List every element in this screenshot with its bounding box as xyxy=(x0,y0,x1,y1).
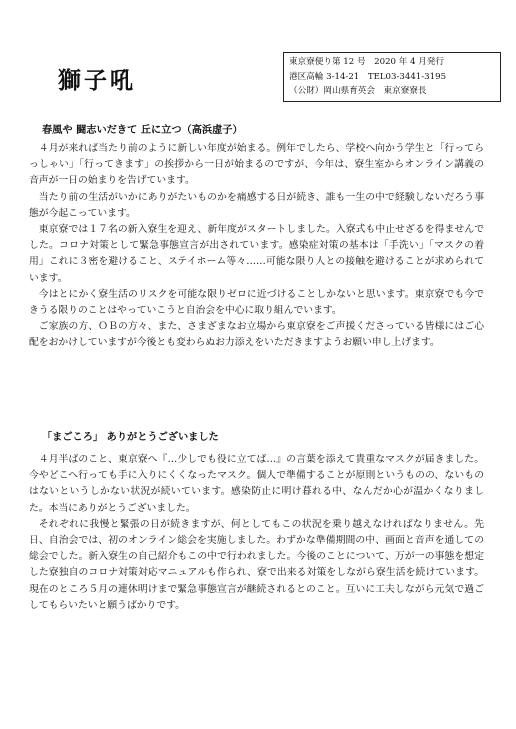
article2-heading: 「まごころ」 ありがとうございました xyxy=(42,432,219,443)
article2-body xyxy=(29,452,484,614)
issue-number-line: 東京寮便り第 12 号 2020 年 4 月発行 xyxy=(289,57,445,67)
article1-paragraph: ４月が来れば当たり前のように新しい年度が始まる。例年でしたら、学校へ向かう学生と「行ってらっしゃい」「行ってきます」の挨拶から一日が始まるのですが、今年は、寮生室からオンライン講義の音声が一日の始まりを告げています。 xyxy=(29,143,484,187)
article2-paragraph: ４月半ばのこと、東京寮へ『…少しでも役に立てば…』の言葉を添えて貴重なマスクが届きました。今やどこへ行っても手に入りにくくなったマスク。個人で準備することが原則というものの、ないものはないというしかない状況が続いています。感染防止に明け暮れる中、なんだか心が温かくなりました。本当にありがとうございました。 xyxy=(29,454,484,514)
newsletter-title: 獅子吼 xyxy=(58,67,136,94)
article1-paragraph: 今はとにかく寮生活のリスクを可能な限りゼロに近づけることしかないと思います。東京寮でも今できうる限りのことはやっていこうと自治会を中心に取り組んでいます。 xyxy=(29,288,484,317)
article1-body xyxy=(29,141,484,352)
issue-info-box xyxy=(283,52,501,102)
article1-paragraph: ご家族の方、ＯＢの方々、また、さまざまなお立場から東京寮をご声援くださっている皆様にはご心配をおかけしていますが今後とも変わらぬお力添えをいただきますようお願い申し上げます。 xyxy=(29,321,484,349)
publisher-line: （公財）岡山県育英会 東京寮寮長 xyxy=(289,86,427,96)
article1-heading: 春風や 闘志いだきて 丘に立つ（高浜虚子） xyxy=(42,125,243,136)
article1-paragraph: 東京寮では１７名の新入寮生を迎え、新年度がスタートしました。入寮式も中止せざるを得ませんでした。コロナ対策として緊急事態宣言が出されています。感染症対策の基本は「手洗い」「マスクの着用」これに３密を避けること、ステイホーム等々……可能な限り人との接触を避けることが求められています。 xyxy=(29,224,484,284)
article1-paragraph: 当たり前の生活がいかにありがたいものかを痛感する日が続き、誰も一生の中で経験しないだろう事態が今起こっています。 xyxy=(29,191,484,219)
address-line: 港区高輪 3-14-21 TEL03-3441-3195 xyxy=(289,71,447,82)
article2-paragraph: それぞれに我慢と緊張の日が続きますが、何としてもこの状況を乗り越えなければなりません。先日、自治会では、初のオンライン総会を実施しました。わずかな準備期間の中、画面と音声を通しての総会でした。新入寮生の自己紹介もこの中で行われました。今後のことについて、万が一の事態を想定した寮独自のコロナ対策対応マニュアルも作られ、寮で出来る対策をしながら寮生活を続けています。現在のところ５月の連休明けまで緊急事態宣言が継続されるとのこと。互いに工夫しながら元気で過ごしてもらいたいと願うばかりです。 xyxy=(29,518,484,611)
